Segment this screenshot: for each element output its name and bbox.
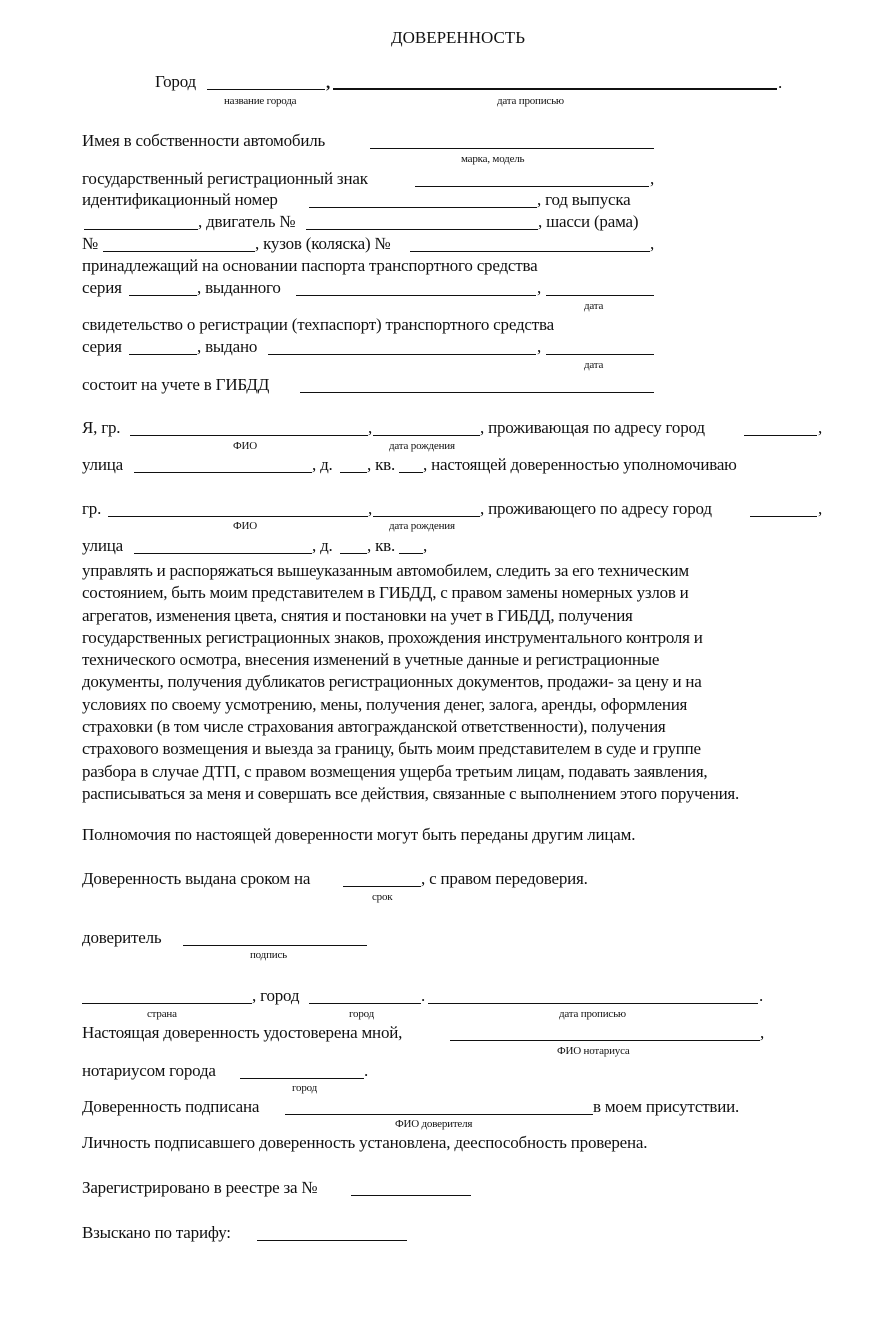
hint-notary-city: город — [349, 1008, 375, 1020]
engine-field[interactable] — [306, 229, 538, 230]
term-field[interactable] — [343, 886, 421, 887]
registered-label: Зарегистрировано в реестре за № — [82, 1178, 318, 1197]
notary-date-field[interactable] — [428, 1003, 758, 1004]
notary-country-field[interactable] — [82, 1003, 252, 1004]
principal-label: Я, гр. — [82, 418, 121, 437]
notary-city-label: , город — [252, 986, 300, 1005]
cert-date-field[interactable] — [546, 354, 654, 355]
principal-city-field[interactable] — [744, 435, 817, 436]
agent-residing-label: , проживающего по адресу город — [480, 499, 712, 518]
hint-grantor-fio: ФИО доверителя — [395, 1118, 473, 1130]
agent-apt-label: , кв. — [367, 536, 396, 555]
year-label: , год выпуска — [537, 190, 631, 209]
hint-notary-of-city: город — [292, 1082, 318, 1094]
year-field[interactable] — [84, 229, 198, 230]
principal-street-label: улица — [82, 455, 123, 474]
powers-line: разбора в случае ДТП, с правом возмещения ущерба третьим лицам, подавать заявления, — [82, 761, 708, 781]
agent-house-field[interactable] — [340, 553, 367, 554]
in-presence-label: в моем присутствии. — [593, 1097, 740, 1116]
agent-label: гр. — [82, 499, 102, 518]
notary-dot: . — [421, 986, 426, 1005]
principal-house-label: , д. — [312, 455, 333, 474]
principal-street-field[interactable] — [134, 472, 312, 473]
header-comma: , — [326, 73, 331, 92]
gibdd-label: состоит на учете в ГИБДД — [82, 375, 270, 394]
chassis-field[interactable] — [103, 251, 255, 252]
principal-city-comma: , — [818, 418, 823, 437]
agent-house-label: , д. — [312, 536, 333, 555]
agent-dob-field[interactable] — [373, 516, 480, 517]
principal-apt-field[interactable] — [399, 472, 423, 473]
hint-notary-date: дата прописью — [559, 1008, 626, 1020]
engine-label: , двигатель № — [198, 212, 296, 231]
signed-label: Доверенность подписана — [82, 1097, 260, 1116]
vin-field[interactable] — [309, 207, 537, 208]
powers-line: условиях по своему усмотрению, мены, получения денег, залога, аренды, оформления — [82, 694, 688, 714]
hint-signature: подпись — [250, 949, 287, 961]
pts-issued-label: , выданного — [197, 278, 281, 297]
powers-paragraph — [82, 560, 852, 805]
cert-series-label: серия — [82, 337, 122, 356]
notary-fio-field[interactable] — [450, 1040, 760, 1041]
hint-city-name: название города — [224, 95, 297, 107]
document-title: ДОВЕРЕННОСТЬ — [391, 28, 525, 47]
powers-line: состоянием, быть моим представителем в ГИБДД, с правом замены номерных узлов и — [82, 583, 689, 603]
reg-plate-comma: , — [650, 169, 655, 188]
cert-series-field[interactable] — [129, 354, 197, 355]
notary-period: . — [759, 986, 764, 1005]
agent-city-comma: , — [818, 499, 823, 518]
body-field[interactable] — [410, 251, 650, 252]
principal-comma: , — [368, 418, 373, 437]
principal-residing-label: , проживающая по адресу город — [480, 418, 705, 437]
principal-fio-field[interactable] — [130, 435, 368, 436]
agent-city-field[interactable] — [750, 516, 817, 517]
authorize-label: , настоящей доверенностью уполномочиваю — [423, 455, 737, 474]
pts-date-field[interactable] — [546, 295, 654, 296]
notary-city-field[interactable] — [309, 1003, 421, 1004]
hint-date-written: дата прописью — [497, 95, 564, 107]
powers-line: страхового возмещения и выезда за границу, быть моим представителем в суде и группе — [82, 739, 701, 759]
hint-cert-date: дата — [584, 359, 604, 371]
hint-agent-dob: дата рождения — [389, 520, 455, 532]
agent-comma: , — [368, 499, 373, 518]
passport-basis-label: принадлежащий на основании паспорта транспортного средства — [82, 256, 538, 275]
header-period: . — [778, 73, 783, 92]
pts-series-field[interactable] — [129, 295, 197, 296]
hint-principal-dob: дата рождения — [389, 440, 455, 452]
transfer-statement: Полномочия по настоящей доверенности могут быть переданы другим лицам. — [82, 825, 636, 844]
tariff-label: Взыскано по тарифу: — [82, 1223, 231, 1242]
signed-fio-field[interactable] — [285, 1114, 593, 1115]
agent-apt-field[interactable] — [399, 553, 423, 554]
hint-make-model: марка, модель — [461, 153, 525, 165]
chassis-no-label: № — [82, 234, 99, 253]
grantor-signature-field[interactable] — [183, 945, 367, 946]
term-tail: , с правом передоверия. — [421, 869, 588, 888]
term-label: Доверенность выдана сроком на — [82, 869, 311, 888]
cert-issuer-field[interactable] — [268, 354, 536, 355]
reg-plate-field[interactable] — [415, 186, 649, 187]
powers-line: государственных регистрационных знаков, прохождения инструментального контроля и — [82, 627, 703, 647]
powers-line: управлять и распоряжаться вышеуказанным автомобилем, следить за его техническим — [82, 561, 689, 580]
hint-agent-fio: ФИО — [233, 520, 257, 532]
agent-fio-field[interactable] — [108, 516, 368, 517]
agent-trail-comma: , — [423, 536, 428, 555]
reg-plate-label: государственный регистрационный знак — [82, 169, 368, 188]
reg-cert-label: свидетельство о регистрации (техпаспорт) транспортного средства — [82, 315, 554, 334]
powers-line: расписываться за меня и совершать все действия, связанные с выполнением этого поручения. — [82, 783, 739, 803]
tariff-field[interactable] — [257, 1240, 407, 1241]
certified-comma: , — [760, 1023, 765, 1042]
vin-label: идентификационный номер — [82, 190, 278, 209]
principal-dob-field[interactable] — [373, 435, 480, 436]
principal-house-field[interactable] — [340, 472, 367, 473]
pts-comma: , — [537, 278, 542, 297]
certified-label: Настоящая доверенность удостоверена мной, — [82, 1023, 403, 1042]
agent-street-label: улица — [82, 536, 123, 555]
pts-issuer-field[interactable] — [296, 295, 536, 296]
agent-street-field[interactable] — [134, 553, 312, 554]
city-name-field[interactable] — [207, 89, 325, 90]
owning-label: Имея в собственности автомобиль — [82, 131, 326, 150]
hint-pts-date: дата — [584, 300, 604, 312]
cert-issued-label: , выдано — [197, 337, 258, 356]
notary-of-city-period: . — [364, 1061, 369, 1080]
powers-line: страховки (в том числе страхования автогражданской ответственности), получения — [82, 717, 666, 737]
cert-comma: , — [537, 337, 542, 356]
chassis-label: , шасси (рама) — [538, 212, 639, 231]
city-label: Город — [155, 72, 196, 91]
notary-of-city-label: нотариусом города — [82, 1061, 216, 1080]
hint-country: страна — [147, 1008, 177, 1020]
grantor-label: доверитель — [82, 928, 162, 947]
registry-number-field[interactable] — [351, 1195, 471, 1196]
identity-statement: Личность подписавшего доверенность установлена, дееспособность проверена. — [82, 1133, 648, 1152]
powers-line: агрегатов, изменения цвета, снятия и постановки на учет в ГИБДД, получения — [82, 605, 633, 625]
hint-term: срок — [372, 891, 393, 903]
hint-notary-fio: ФИО нотариуса — [557, 1045, 630, 1057]
hint-principal-fio: ФИО — [233, 440, 257, 452]
powers-line: технического осмотра, внесения изменений в учетные данные и регистрационные — [82, 650, 660, 670]
principal-apt-label: , кв. — [367, 455, 396, 474]
date-written-field[interactable] — [333, 88, 777, 90]
body-comma: , — [650, 234, 655, 253]
body-label: , кузов (коляска) № — [255, 234, 391, 253]
notary-of-city-field[interactable] — [240, 1078, 364, 1079]
powers-line: документы, получения дубликатов регистрационных документов, продажи- за цену и на — [82, 672, 702, 692]
gibdd-field[interactable] — [300, 392, 654, 393]
pts-series-label: серия — [82, 278, 122, 297]
make-model-field[interactable] — [370, 148, 654, 149]
